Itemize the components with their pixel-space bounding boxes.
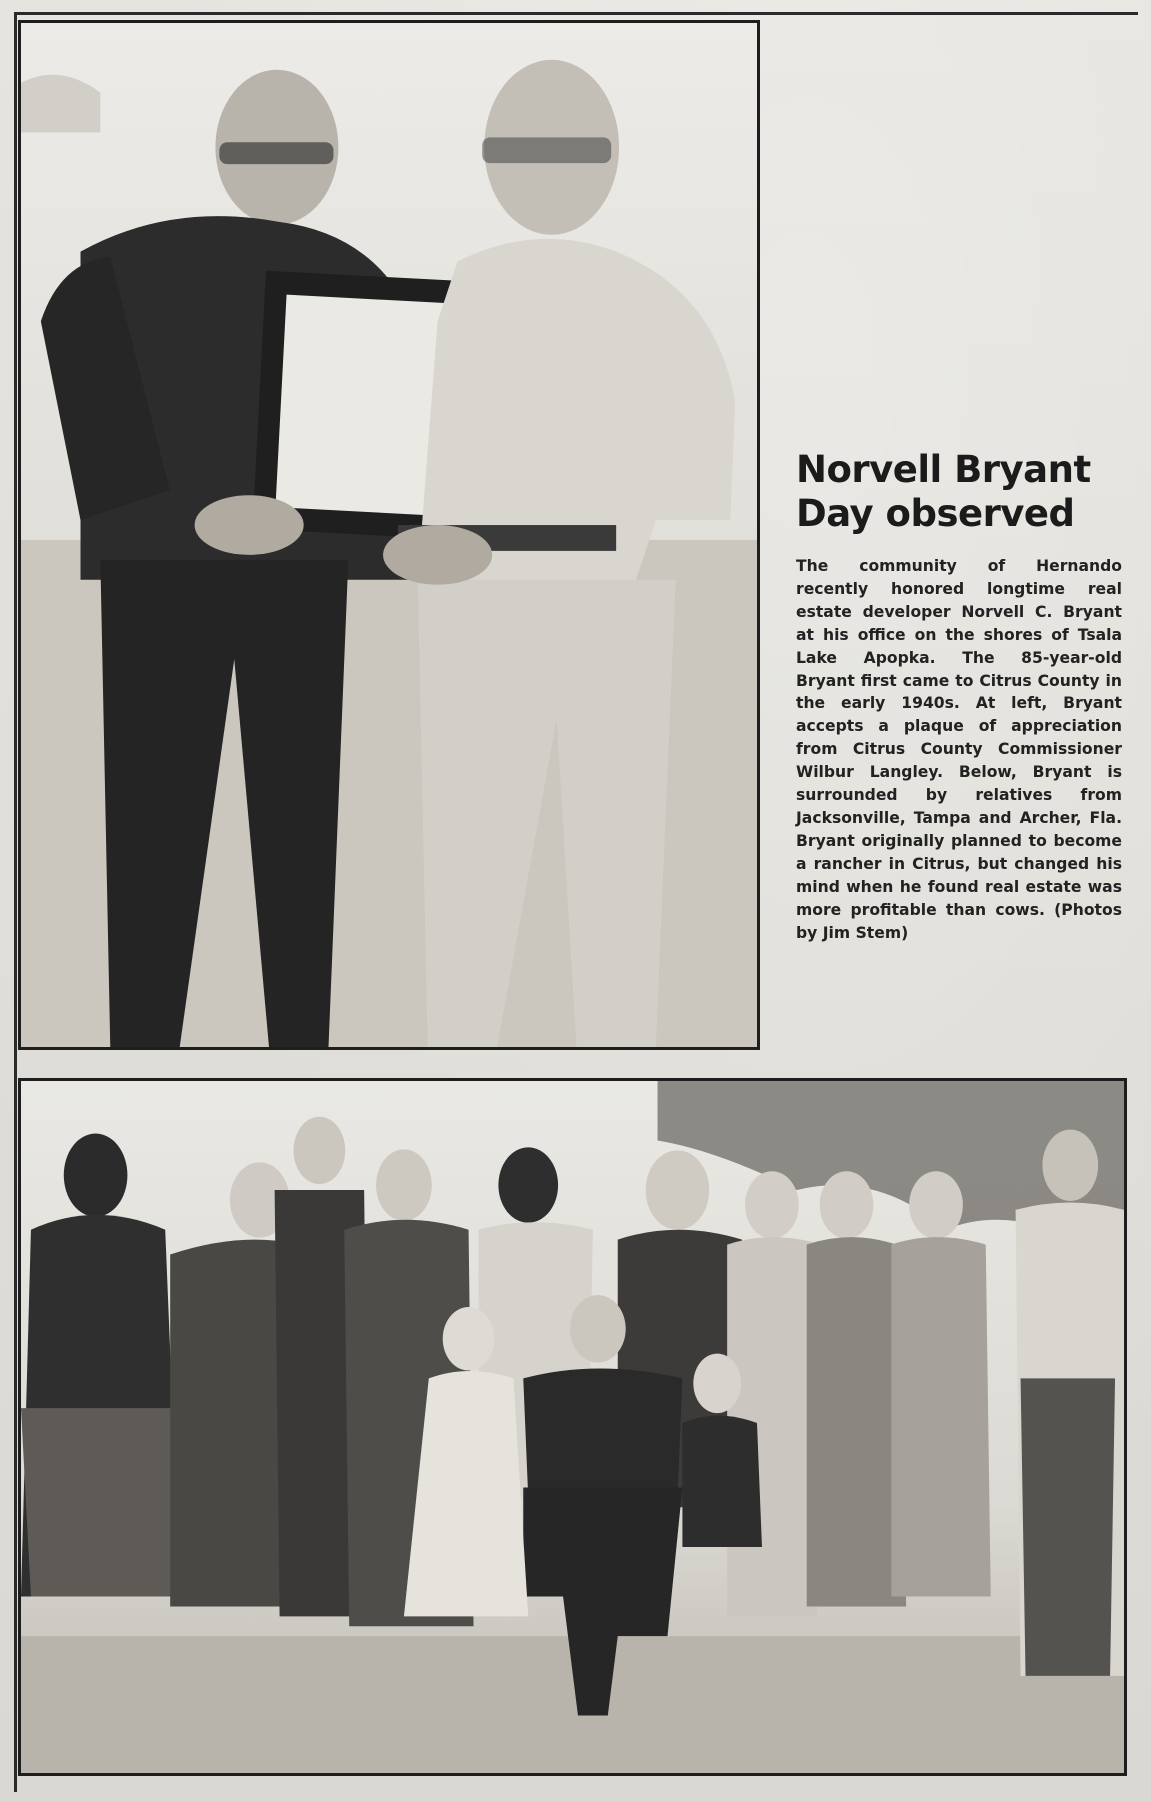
family-group-photo [18,1078,1127,1776]
plaque-presentation-photo [18,20,760,1050]
article-body: The community of Hernando recently honored longtime real estate developer Norvell C. Bryant at his office on the shores of Tsala Lake Apopka. The 85-year-old Bryant first came to Citrus County in the early 1940s. At left, Bryant accepts a plaque of appreciation from Citrus County Commissioner Wilbur Langley. Below, Bryant is surrounded by relatives from Jacksonville, Tampa and Archer, Fla. Bryant originally planned to become a rancher in Citrus, but changed his mind when he found real estate was more profitable than cows. (Photos by Jim Stem) [796,557,1122,942]
article-headline: Norvell Bryant Day observed [796,448,1091,535]
